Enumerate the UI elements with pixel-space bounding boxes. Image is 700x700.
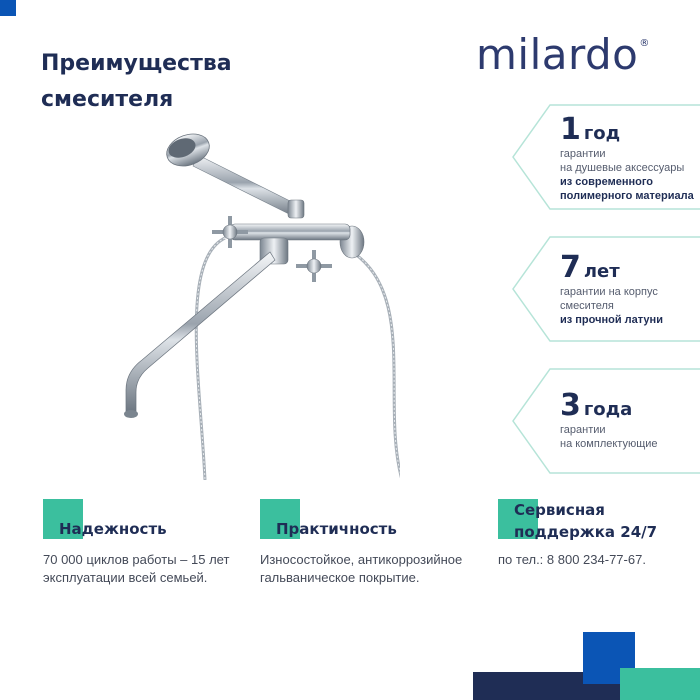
feature-text [43,551,229,587]
warranty-text: смесителя [560,300,614,312]
warranty-text-bold: из современного [560,176,653,188]
feature-title-line: Сервисная [514,501,605,519]
corner-square [0,0,16,16]
faucet-image [120,120,400,480]
feature-text [260,551,462,587]
warranty-text: на комплектующие [560,438,658,450]
warranty-tag-3 [512,368,700,474]
shower-handle [193,155,300,216]
warranty-text: на душевые аксессуары [560,162,685,174]
warranty-period [560,112,694,147]
brand-name: milardo [476,30,639,79]
shower-hose [196,238,400,480]
registered-mark: ® [639,38,650,49]
feature-text [498,551,646,569]
warranty-period [560,250,663,285]
title-line-1: Преимущества [41,51,232,76]
warranty-unit: лет [583,261,620,282]
feature-text-line: гальваническое покрытие. [260,570,420,585]
warranty-number: 3 [560,388,581,423]
warranty-text: гарантии на корпус [560,286,658,298]
feature-title-line: поддержка 24/7 [514,523,658,541]
feature-title [514,499,657,543]
warranty-tag-2 [512,236,700,342]
warranty-unit: года [583,399,633,420]
feature-text-line: Износостойкое, антикоррозийное [260,552,463,567]
warranty-unit: год [583,123,621,144]
feature-text-line: эксплуатации всей семьей. [43,570,208,585]
brand-logo [476,30,650,79]
deco-teal-square [620,668,700,700]
feature-title: Надежность [59,520,167,538]
warranty-tag-1 [512,104,700,210]
warranty-text-bold: из прочной латуни [560,314,663,326]
title-line-2: смесителя [41,87,174,112]
warranty-text-bold: полимерного материала [560,190,694,202]
feature-title: Практичность [276,520,397,538]
page-title [41,46,341,118]
feature-text-line: 70 000 циклов работы – 15 лет [43,552,230,567]
feature-text-line: по тел.: 8 800 234-77-67. [498,552,646,567]
handle-right [296,250,332,282]
warranty-text: гарантии [560,148,606,160]
warranty-number: 7 [560,250,581,285]
warranty-text: гарантии [560,424,606,436]
warranty-number: 1 [560,112,581,147]
warranty-period [560,388,658,423]
